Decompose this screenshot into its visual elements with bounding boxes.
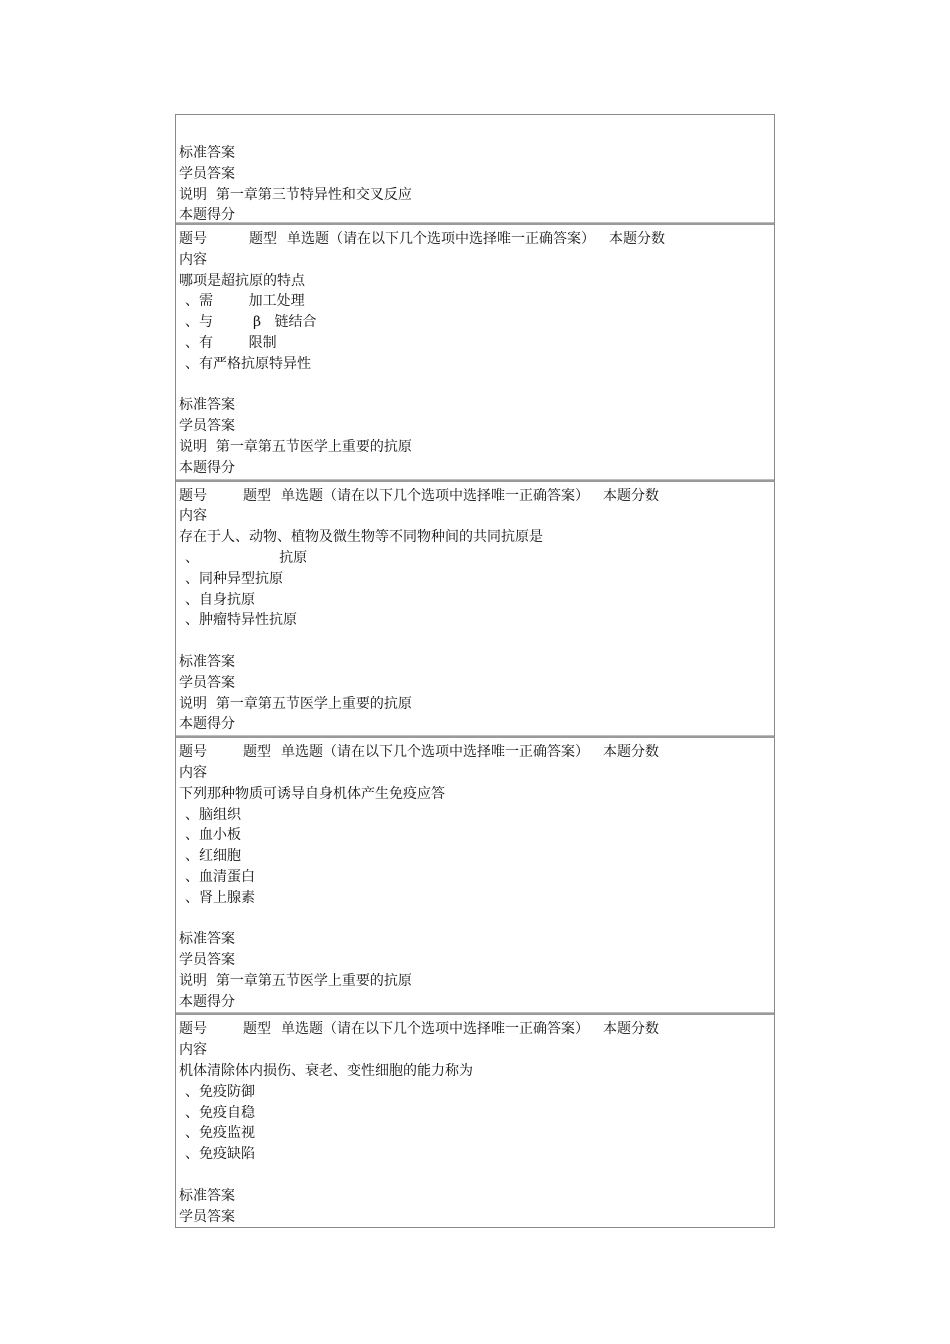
explain-line [179, 185, 774, 206]
option-item: 、血清蛋白 [185, 868, 255, 885]
option-item: 、有 限制 [185, 334, 277, 351]
student-answer-label: 学员答案 [179, 952, 235, 969]
qtype-label: 题型 [243, 487, 271, 504]
qno-label: 题号 [179, 1021, 207, 1038]
option-item: 、免疫缺陷 [185, 1146, 255, 1163]
option-item: 、脑组织 [185, 806, 241, 823]
question-block [176, 480, 774, 737]
qno-label: 题号 [179, 744, 207, 761]
score-label: 本题得分 [179, 459, 235, 476]
points-label: 本题分数 [603, 487, 659, 504]
points-label: 本题分数 [603, 744, 659, 761]
qtype-value: 单选题（请在以下几个选项中选择唯一正确答案） [281, 487, 589, 504]
option-item: 、与 β 链结合 [185, 314, 317, 331]
option-item: 、肾上腺素 [185, 889, 255, 906]
std-answer-label: 标准答案 [179, 1187, 235, 1204]
question-block [176, 1013, 774, 1227]
explain-line [179, 437, 774, 458]
explain-text: 第一章第三节特异性和交叉反应 [215, 186, 412, 203]
student-answer-label: 学员答案 [179, 674, 235, 691]
std-answer-label: 标准答案 [179, 931, 235, 948]
content-label: 内容 [179, 251, 207, 268]
option-item: 、免疫防御 [185, 1083, 255, 1100]
option-item: 、 抗原 [185, 549, 308, 566]
student-answer-label: 学员答案 [179, 1208, 235, 1225]
question-stem: 机体清除体内损伤、衰老、变性细胞的能力称为 [179, 1063, 473, 1080]
content-label: 内容 [179, 1042, 207, 1059]
points-label: 本题分数 [609, 231, 665, 247]
qtype-value: 单选题（请在以下几个选项中选择唯一正确答案） [281, 744, 589, 761]
question-block [176, 736, 774, 1013]
explain-text: 第一章第五节医学上重要的抗原 [215, 695, 412, 712]
qtype-value: 单选题（请在以下几个选项中选择唯一正确答案） [287, 231, 595, 247]
question-stem: 哪项是超抗原的特点 [179, 272, 305, 289]
option-item: 、有严格抗原特异性 [185, 355, 311, 372]
answer-block-top [176, 115, 774, 223]
std-answer-label: 标准答案 [179, 397, 235, 414]
score-label: 本题得分 [179, 993, 235, 1010]
option-item: 、肿瘤特异性抗原 [185, 612, 297, 629]
qno-label: 题号 [179, 231, 207, 247]
question-header [179, 486, 774, 507]
std-answer-label: 标准答案 [179, 145, 235, 161]
question-header [179, 742, 774, 763]
question-block [176, 223, 774, 480]
explain-line [179, 971, 774, 992]
explain-label: 说明 [179, 695, 207, 712]
qtype-value: 单选题（请在以下几个选项中选择唯一正确答案） [281, 1021, 589, 1038]
answer-sheet [175, 114, 775, 1228]
explain-text: 第一章第五节医学上重要的抗原 [215, 972, 412, 989]
qno-label: 题号 [179, 487, 207, 504]
qtype-label: 题型 [249, 231, 277, 247]
option-item: 、需 加工处理 [185, 293, 305, 310]
std-answer-label: 标准答案 [179, 653, 235, 670]
question-header [179, 229, 774, 250]
option-item: 、免疫自稳 [185, 1104, 255, 1121]
explain-text: 第一章第五节医学上重要的抗原 [215, 438, 412, 455]
score-label: 本题得分 [179, 716, 235, 733]
explain-line [179, 694, 774, 715]
score-label: 本题得分 [179, 207, 235, 224]
points-label: 本题分数 [603, 1021, 659, 1038]
qtype-label: 题型 [243, 744, 271, 761]
explain-label: 说明 [179, 972, 207, 989]
option-item: 、自身抗原 [185, 591, 255, 608]
qtype-label: 题型 [243, 1021, 271, 1038]
content-label: 内容 [179, 508, 207, 525]
student-answer-label: 学员答案 [179, 418, 235, 435]
question-header [179, 1019, 774, 1040]
option-item: 、同种异型抗原 [185, 570, 283, 587]
option-item: 、免疫监视 [185, 1125, 255, 1142]
option-item: 、血小板 [185, 827, 241, 844]
student-answer-label: 学员答案 [179, 165, 235, 182]
question-stem: 存在于人、动物、植物及微生物等不同物种间的共同抗原是 [179, 529, 543, 546]
explain-label: 说明 [179, 438, 207, 455]
question-stem: 下列那种物质可诱导自身机体产生免疫应答 [179, 785, 445, 802]
option-item: 、红细胞 [185, 848, 241, 865]
content-label: 内容 [179, 764, 207, 781]
explain-label: 说明 [179, 186, 207, 203]
